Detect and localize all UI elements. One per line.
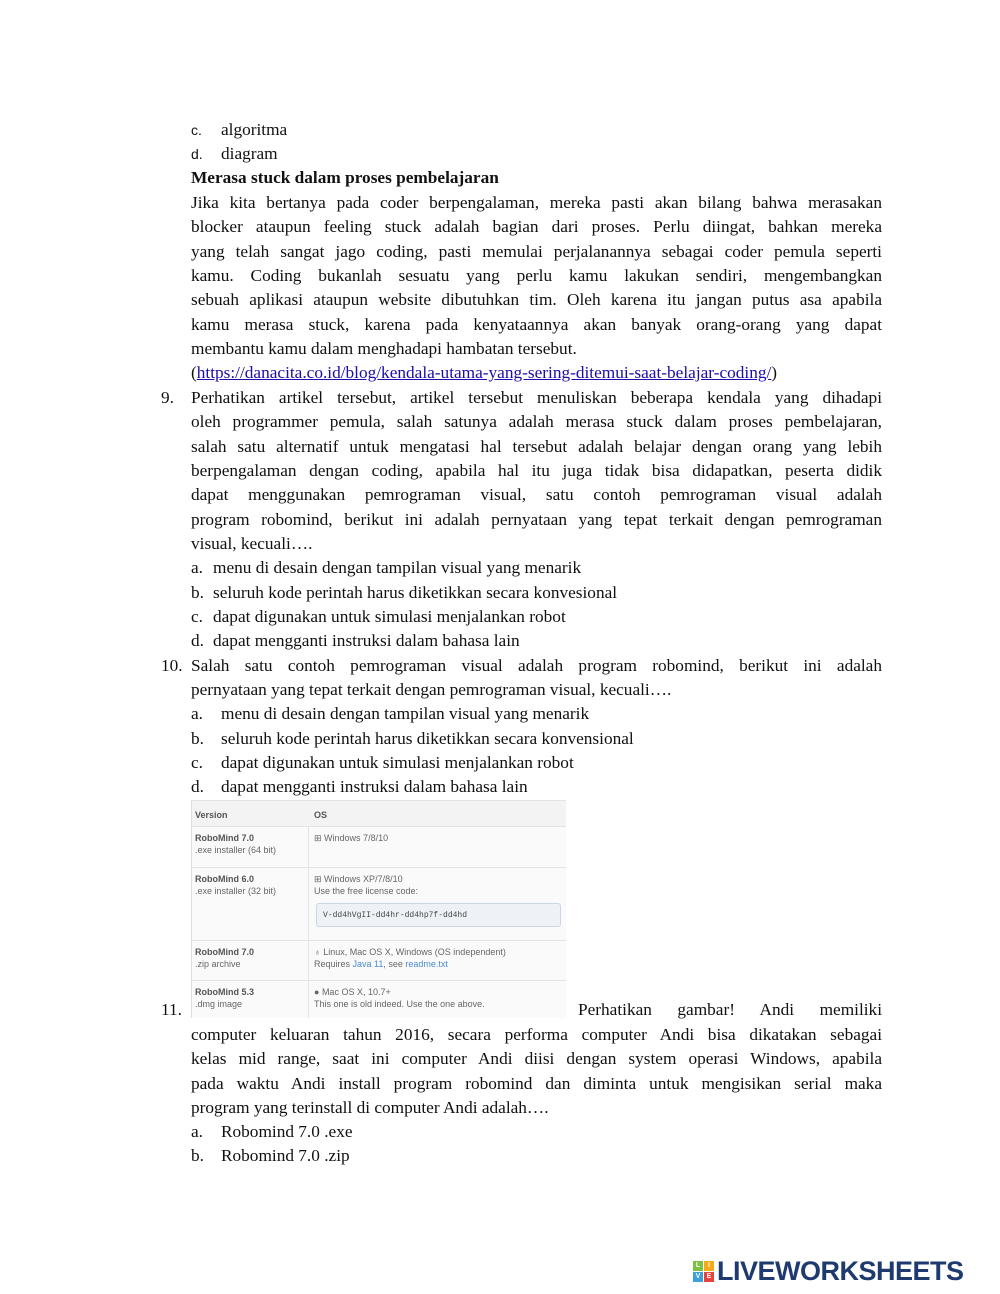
option-marker: a. [191,704,203,724]
option-marker: d. [191,631,204,651]
question-number: 11. [161,1000,182,1019]
option-c [191,118,882,142]
question-text: pada waktu Andi install program robomind dan diminta untuk mengisikan serial maka [191,1073,882,1093]
os-text: Windows 7/8/10 [324,833,389,843]
req-text: , see [383,959,406,969]
header-os: OS [314,810,328,820]
logo-letter-tile: V [693,1272,703,1282]
apple-icon: ● [314,987,322,997]
version-name: RoboMind 6.0 [195,874,254,884]
option-text: dapat digunakan untuk simulasi menjalankan robot [213,607,566,626]
option-marker: b. [191,582,204,602]
paragraph-text: membantu kamu dalam menghadapi hambatan tersebut. [191,339,577,359]
version-name: RoboMind 7.0 [195,947,254,957]
windows-icon: ⊞ [314,874,325,884]
question-9-line [191,410,882,434]
java-link: Java 11 [352,959,384,969]
question-9-line [191,459,882,483]
table-row [192,940,566,981]
paragraph-text: kamu. Coding bukanlah sesuatu yang perlu kamu lakukan sendiri, mengembangkan [191,266,882,286]
question-text: salah satu alternatif untuk mengatasi hal tersebut adalah belajar dengan orang yang lebih [191,436,882,456]
question-9-line [191,435,882,459]
option-marker: c. [191,122,202,138]
question-number: 9. [161,387,174,407]
version-type: .exe installer (64 bit) [195,845,277,855]
option-text: menu di desain dengan tampilan visual yang menarik [213,558,582,578]
paragraph-line [191,337,882,361]
os-note: This one is old indeed. Use the one above. [314,999,485,1009]
table-header [192,800,566,827]
logo-letter-tile: E [704,1272,714,1282]
license-code: V-dd4hVgII-dd4hr-dd4hp7f-dd4hd [316,903,561,927]
question-text: program robomind, berikut ini adalah pernyataan yang tepat terkait dengan pemrograman [191,509,882,529]
question-text: visual, kecuali…. [191,533,313,553]
question-11-line [191,1023,882,1047]
answer-option [191,702,882,726]
paren: ) [771,363,778,382]
option-text: diagram [221,144,278,163]
os-text: Mac OS X, 10.7+ [321,987,391,997]
question-9-line [191,532,882,556]
option-d [191,142,882,166]
option-marker: a. [191,1122,203,1141]
os-text: Linux, Mac OS X, Windows (OS independent) [323,947,506,957]
question-text: Perhatikan gambar! Andi memiliki [578,1000,882,1019]
option-text: algoritma [221,120,288,139]
answer-option [191,751,882,775]
question-11-line [191,1096,882,1120]
question-11-line [191,1072,882,1096]
question-text: dapat menggunakan pemrograman visual, satu contoh pemrograman visual adalah [191,485,882,505]
liveworksheets-logo [693,1256,964,1287]
paragraph-line [191,191,882,215]
question-text: oleh programmer pemula, salah satunya adalah merasa stuck dalam proses pembelajaran, [191,412,882,432]
logo-text: LIVEWORKSHEETS [717,1256,964,1286]
question-11-first-line [161,998,882,1022]
option-marker: d. [191,146,203,162]
section-heading: Merasa stuck dalam proses pembelajaran [191,168,499,187]
question-text: berpengalaman dengan coding, apabila hal itu juga tidak bisa didapatkan, peserta didik [191,460,882,480]
paragraph-line [191,313,882,337]
paragraph-text: Jika kita bertanya pada coder berpengalaman, mereka pasti akan bilang bahwa merasakan [191,193,882,213]
option-text: Robomind 7.0 .exe [221,1122,353,1141]
windows-icon: ⊞ [314,833,325,843]
option-marker: d. [191,777,204,797]
paragraph-line [191,288,882,312]
logo-icon [693,1261,714,1282]
source-link[interactable]: https://danacita.co.id/blog/kendala-utama-yang-sering-ditemui-saat-belajar-coding/ [196,363,772,382]
question-text: kelas mid range, saat ini computer Andi diisi dengan system operasi Windows, apabila [191,1049,882,1069]
answer-option [191,727,882,751]
question-9-line [191,386,882,410]
readme-link: readme.txt [405,959,448,969]
option-marker: a. [191,558,203,578]
option-marker: c. [191,753,203,773]
paragraph-line [191,240,882,264]
version-name: RoboMind 7.0 [195,833,254,843]
table-row [192,826,566,868]
version-name: RoboMind 5.3 [195,987,254,997]
question-9-line [191,483,882,507]
os-note: Use the free license code: [314,886,419,896]
paragraph-line [191,215,882,239]
paragraph-text: kamu merasa stuck, karena pada kenyataannya akan banyak orang-orang yang dapat [191,314,882,334]
answer-option [191,581,882,605]
option-text: dapat mengganti instruksi dalam bahasa lain [213,631,520,651]
option-marker: b. [191,728,204,748]
logo-letter-tile: I [704,1261,714,1271]
table-row [192,867,566,941]
question-text: computer keluaran tahun 2016, secara performa computer Andi bisa dikatakan sebagai [191,1025,882,1044]
option-text: dapat digunakan untuk simulasi menjalankan robot [221,753,574,773]
question-text: pernyataan yang tepat terkait dengan pemrograman visual, kecuali…. [191,680,672,700]
answer-option [191,556,882,580]
question-text: Perhatikan artikel tersebut, artikel tersebut menuliskan beberapa kendala yang dihadapi [191,387,882,407]
version-type: .dmg image [195,999,243,1009]
question-11-line [191,1047,882,1071]
robomind-versions-image [191,800,566,1018]
question-text: program yang terinstall di computer Andi adalah…. [191,1098,549,1118]
logo-letter-tile: L [693,1261,703,1271]
paren: ( [191,363,197,382]
version-type: .exe installer (32 bit) [195,886,277,896]
option-text: Robomind 7.0 .zip [221,1146,350,1166]
option-text: dapat mengganti instruksi dalam bahasa lain [221,777,528,797]
option-text: seluruh kode perintah harus diketikkan secara konvesional [213,582,618,602]
paragraph-text: sebuah aplikasi ataupun website dibutuhkan tim. Oleh karena itu jangan putus asa apabila [191,290,882,310]
question-9-line [191,508,882,532]
paragraph-text: yang telah sangat jago coding, pasti memulai perjalanannya sebagai coder pemula seperti [191,241,882,261]
answer-option [191,1144,882,1168]
question-10-line [191,654,882,678]
header-version: Version [195,810,228,820]
req-text: Requires [314,959,353,969]
option-text: menu di desain dengan tampilan visual yang menarik [221,704,590,724]
paragraph-line [191,264,882,288]
answer-option [191,605,882,629]
option-marker: c. [191,607,203,626]
answer-option [191,1120,882,1144]
option-marker: b. [191,1146,204,1166]
question-number: 10. [161,655,183,675]
version-type: .zip archive [195,959,241,969]
paragraph-text: blocker ataupun feeling stuck adalah bagian dari proses. Perlu diingat, bahkan mereka [191,217,882,237]
os-text: Windows XP/7/8/10 [324,874,403,884]
source-line [191,361,882,385]
option-text: seluruh kode perintah harus diketikkan secara konvensional [221,728,634,748]
linux-icon: ♁ [314,947,324,957]
question-text: Salah satu contoh pemrograman visual adalah program robomind, berikut ini adalah [191,655,882,675]
answer-option [191,775,882,799]
question-10-line [191,678,882,702]
answer-option [191,629,882,653]
